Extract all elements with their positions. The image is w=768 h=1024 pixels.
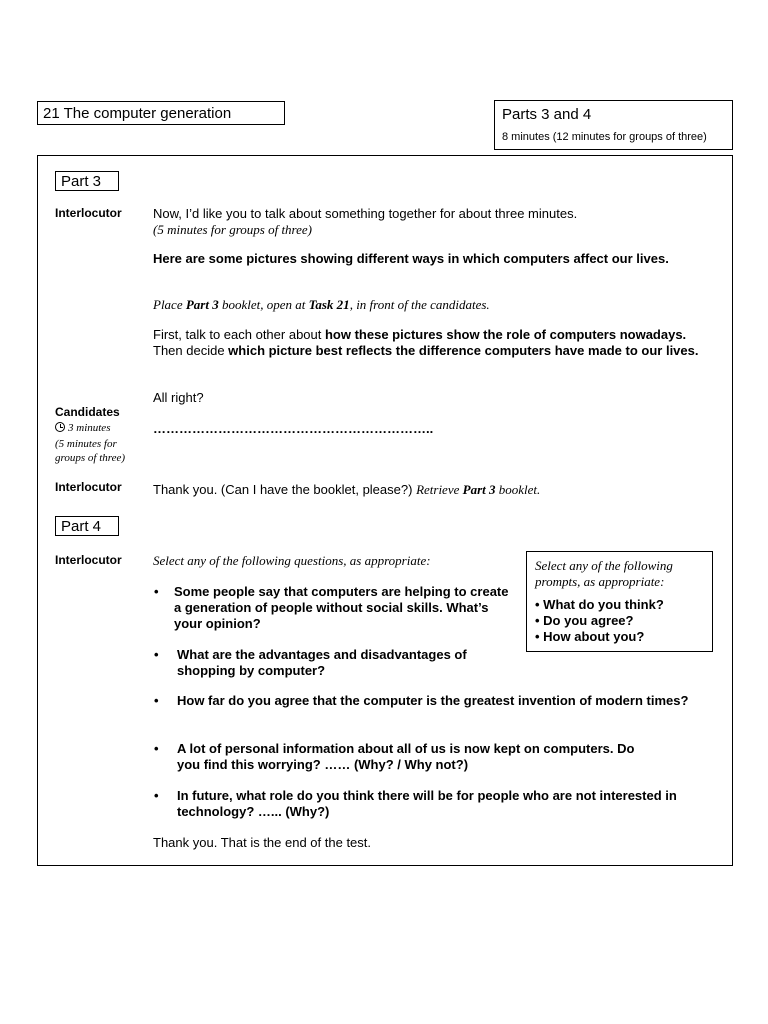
part3-intro-groups: (5 minutes for groups of three) — [153, 222, 312, 237]
part3-place-instruction — [153, 297, 713, 313]
part4-heading-box — [55, 516, 119, 536]
question-3: How far do you agree that the computer is the greatest invention of modern times? — [177, 693, 689, 708]
prompt-item: • How about you? — [535, 629, 645, 644]
interlocutor-label-3: Interlocutor — [55, 553, 122, 567]
prompt-item: • Do you agree? — [535, 613, 634, 628]
part4-heading: Part 4 — [61, 518, 102, 535]
place-part: Part 3 — [185, 297, 219, 312]
place-task: Task 21 — [308, 297, 350, 312]
prompts-box — [526, 551, 713, 652]
prompt-text: How about you? — [543, 629, 645, 644]
retrieve-part: Part 3 — [462, 482, 496, 497]
part3-dots: ……………………………………………………….. — [153, 421, 434, 436]
retrieve-pre: Retrieve — [416, 482, 463, 497]
parts-box — [494, 100, 733, 150]
clock-icon — [55, 422, 65, 432]
bullet-5: • — [154, 788, 159, 803]
prompt-text: What do you think? — [543, 597, 664, 612]
parts-title: Parts 3 and 4 — [502, 106, 592, 123]
interlocutor-label-2: Interlocutor — [55, 480, 122, 494]
question-1: Some people say that computers are helping to create a generation of people without social skills. What’s your opinion? — [174, 584, 509, 631]
question-4: A lot of personal information about all of us is now kept on computers. Do you find this worrying? …… (Why? / Why not?) — [177, 741, 635, 772]
bullet-4: • — [154, 741, 159, 756]
place-mid: booklet, open at — [218, 297, 309, 312]
task-bold-1: how these pictures show the role of computers nowadays. — [324, 327, 687, 342]
task-bold-2: which picture best reflects the difference computers have made to our lives. — [228, 343, 699, 358]
candidates-time-groups: (5 minutes for groups of three) — [55, 438, 126, 464]
bullet-3: • — [154, 693, 159, 708]
part3-task-instruction — [153, 327, 713, 359]
candidates-time — [55, 422, 110, 435]
candidates-time-text: 3 minutes — [68, 422, 111, 434]
part3-heading: Part 3 — [61, 173, 102, 190]
prompts-list — [535, 597, 664, 645]
part3-all-right: All right? — [153, 390, 204, 405]
place-post: , in front of the candidates. — [349, 297, 490, 312]
part3-intro: Now, I’d like you to talk about something together for about three minutes. — [153, 206, 578, 221]
task-text-1: First, talk to each other about — [153, 327, 325, 342]
place-pre: Place — [153, 297, 186, 312]
part3-heading-box — [55, 171, 119, 191]
part4-select-questions: Select any of the following questions, as appropriate: — [153, 553, 431, 568]
question-5: In future, what role do you think there will be for people who are not interested in technology? …... (Why?) — [177, 788, 677, 819]
title-box — [37, 101, 285, 125]
prompt-item: • What do you think? — [535, 597, 664, 612]
page-title: 21 The computer generation — [43, 105, 232, 122]
retrieve-post: booklet. — [495, 482, 541, 497]
part4-end-text: Thank you. That is the end of the test. — [153, 835, 372, 850]
task-text-2: Then decide — [153, 343, 229, 358]
bullet-2: • — [154, 647, 159, 662]
bullet-1: • — [154, 584, 159, 599]
parts-timing: 8 minutes (12 minutes for groups of three) — [502, 131, 707, 143]
prompt-text: Do you agree? — [543, 613, 634, 628]
closing-line — [153, 482, 713, 498]
closing-retrieve — [416, 482, 540, 497]
candidates-label: Candidates — [55, 405, 120, 419]
interlocutor-label: Interlocutor — [55, 206, 122, 220]
prompts-title: Select any of the following prompts, as appropriate: — [535, 558, 673, 589]
part3-pictures-text: Here are some pictures showing different ways in which computers affect our lives. — [153, 251, 669, 266]
question-2: What are the advantages and disadvantages of shopping by computer? — [177, 647, 467, 678]
closing-thanks: Thank you. (Can I have the booklet, please?) — [153, 482, 413, 497]
